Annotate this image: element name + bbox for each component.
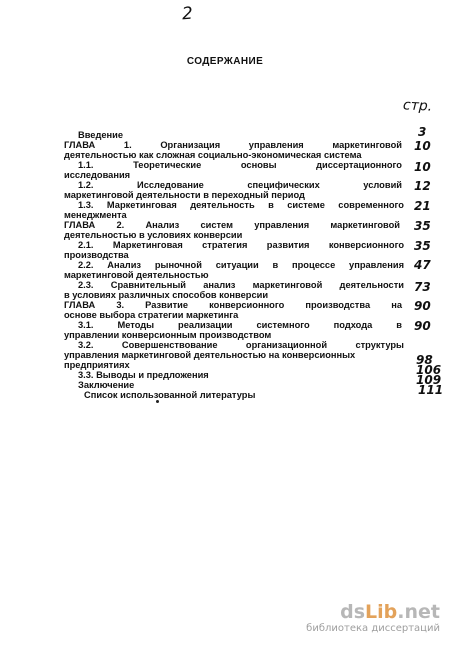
page-ref: 10 [414,139,431,153]
page-title: СОДЕРЖАНИЕ [186,56,264,67]
toc-line: ГЛАВА 3. Развитие конверсионного производства на [64,300,402,310]
page-ref: 90 [414,319,431,333]
toc-line: исследования [64,170,131,180]
toc-line: Заключение [78,380,135,390]
ink-dot [156,400,159,403]
toc-line: ГЛАВА 1. Организация управления маркетинговой [64,140,402,150]
toc-line: менеджмента [64,210,127,220]
watermark-subtitle: библиотека диссертаций [306,623,440,634]
page-ref: 12 [414,179,431,193]
page-ref: 106 [416,363,442,377]
toc-line: Список использованной литературы [84,390,256,400]
page-ref: 35 [414,239,431,253]
page-ref: 73 [414,280,431,294]
page-ref: 98 [416,353,433,367]
page-ref: 111 [418,383,444,397]
page-ref: 35 [414,219,431,233]
watermark [306,602,440,634]
toc-line: 1.2. Исследование специфических условий [78,180,402,190]
toc-line: 2.2. Анализ рыночной ситуации в процессе управления [78,260,404,270]
toc-line: основе выбора стратегии маркетинга [64,310,239,320]
toc-line: производства [64,250,129,260]
toc-line: деятельностью как сложная социально-экономическая система [64,150,362,160]
page-number: 2 [181,3,194,25]
toc-line: в условиях различных способов конверсии [64,290,269,300]
watermark-logo: dsLib.net [340,601,440,623]
toc-line: 3.3. Выводы и предложения [78,370,209,380]
toc-line: маркетинговой деятельностью [64,270,209,280]
toc-line: 1.3. Маркетинговая деятельность в системе современного [78,200,404,210]
toc-line: ГЛАВА 2. Анализ систем управления маркетинговой [64,220,400,230]
toc-line: управлении конверсионным производством [64,330,272,340]
page-ref: 10 [414,160,431,174]
toc-line: 1.1. Теоретические основы диссертационного [78,160,402,170]
toc-line: Введение [78,130,124,140]
toc-line: 3.2. Совершенствование организационной структуры [78,340,404,350]
toc-line: деятельностью в условиях конверсии [64,230,243,240]
toc-line: управления маркетинговой деятельностью на конверсионных [64,350,356,360]
page-ref: 3 [418,125,427,139]
toc-line: 2.1. Маркетинговая стратегия развития конверсионного [78,240,404,250]
toc-line: предприятиях [64,360,130,370]
page-ref: 90 [414,299,431,313]
page-ref: 21 [414,199,431,213]
page-column-label: стр. [402,97,433,115]
toc-line: маркетинговой деятельности в переходный период [64,190,305,200]
toc-line: 2.3. Сравнительный анализ маркетинговой деятельности [78,280,404,290]
toc-line: 3.1. Методы реализации системного подхода в [78,320,402,330]
page-ref: 47 [414,258,431,272]
page-ref: 109 [416,373,442,387]
